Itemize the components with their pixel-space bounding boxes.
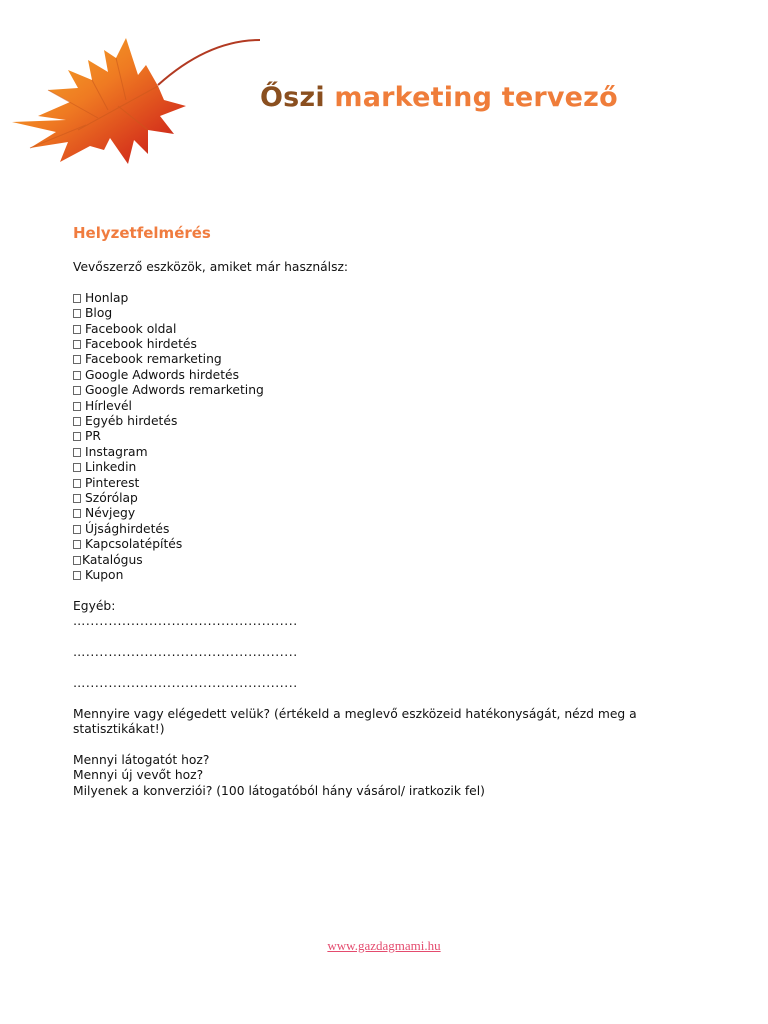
- question-visitors: Mennyi látogatót hoz?: [73, 752, 210, 767]
- checklist-item[interactable]: Facebook remarketing: [73, 352, 713, 367]
- main-content: [73, 224, 713, 799]
- checklist-item[interactable]: Facebook oldal: [73, 322, 713, 337]
- checkbox-icon[interactable]: [73, 509, 81, 518]
- maple-leaf-image: [8, 30, 268, 180]
- checklist: [73, 291, 713, 584]
- checklist-item[interactable]: Linkedin: [73, 460, 713, 475]
- checklist-item[interactable]: Facebook hirdetés: [73, 337, 713, 352]
- checkbox-icon[interactable]: [73, 432, 81, 441]
- checkbox-icon[interactable]: [73, 479, 81, 488]
- checklist-item[interactable]: PR: [73, 429, 713, 444]
- checkbox-icon[interactable]: [73, 371, 81, 380]
- page-title: [260, 82, 618, 113]
- question-new-customers: Mennyi új vevőt hoz?: [73, 768, 204, 783]
- checkbox-icon[interactable]: [73, 525, 81, 534]
- checklist-item[interactable]: Hírlevél: [73, 399, 713, 414]
- checklist-item[interactable]: Google Adwords remarketing: [73, 383, 713, 398]
- checklist-item[interactable]: Szórólap: [73, 491, 713, 506]
- checkbox-icon[interactable]: [73, 325, 81, 334]
- checklist-item[interactable]: Blog: [73, 306, 713, 321]
- checkbox-icon[interactable]: [73, 340, 81, 349]
- fill-in-line[interactable]: …...............................................: [73, 645, 298, 660]
- checklist-item[interactable]: Kupon: [73, 568, 713, 583]
- checkbox-icon[interactable]: [73, 355, 81, 364]
- intro-text: Vevőszerző eszközök, amiket már használsz:: [73, 260, 349, 274]
- checkbox-icon[interactable]: [73, 309, 81, 318]
- checklist-item[interactable]: Pinterest: [73, 476, 713, 491]
- checklist-item[interactable]: Újsághirdetés: [73, 522, 713, 537]
- other-label: Egyéb:: [73, 598, 116, 613]
- checkbox-icon[interactable]: [73, 386, 81, 395]
- checkbox-icon[interactable]: [73, 556, 81, 565]
- checklist-item[interactable]: Névjegy: [73, 506, 713, 521]
- checklist-item[interactable]: Instagram: [73, 445, 713, 460]
- fill-in-line[interactable]: …...............................................: [73, 675, 298, 690]
- checkbox-icon[interactable]: [73, 417, 81, 426]
- checkbox-icon[interactable]: [73, 494, 81, 503]
- checklist-item[interactable]: Katalógus: [73, 553, 713, 568]
- checkbox-icon[interactable]: [73, 540, 81, 549]
- checkbox-icon[interactable]: [73, 402, 81, 411]
- checkbox-icon[interactable]: [73, 448, 81, 457]
- checkbox-icon[interactable]: [73, 571, 81, 580]
- checkbox-icon[interactable]: [73, 294, 81, 303]
- footer-link[interactable]: www.gazdagmami.hu: [327, 938, 441, 953]
- section-heading: Helyzetfelmérés: [73, 224, 211, 242]
- checklist-item[interactable]: Google Adwords hirdetés: [73, 368, 713, 383]
- title-part1: Őszi: [260, 82, 325, 113]
- checkbox-icon[interactable]: [73, 463, 81, 472]
- checklist-item[interactable]: Kapcsolatépítés: [73, 537, 713, 552]
- fill-in-line[interactable]: …...............................................: [73, 614, 298, 629]
- checklist-item[interactable]: Egyéb hirdetés: [73, 414, 713, 429]
- question-satisfaction: Mennyire vagy elégedett velük? (értékeld a meglevő eszközeid hatékonyságát, nézd meg a statisztikákat!): [73, 706, 637, 737]
- checklist-item[interactable]: Honlap: [73, 291, 713, 306]
- question-conversions: Milyenek a konverziói? (100 látogatóból hány vásárol/ iratkozik fel): [73, 783, 485, 798]
- title-part2: marketing tervező: [334, 82, 618, 113]
